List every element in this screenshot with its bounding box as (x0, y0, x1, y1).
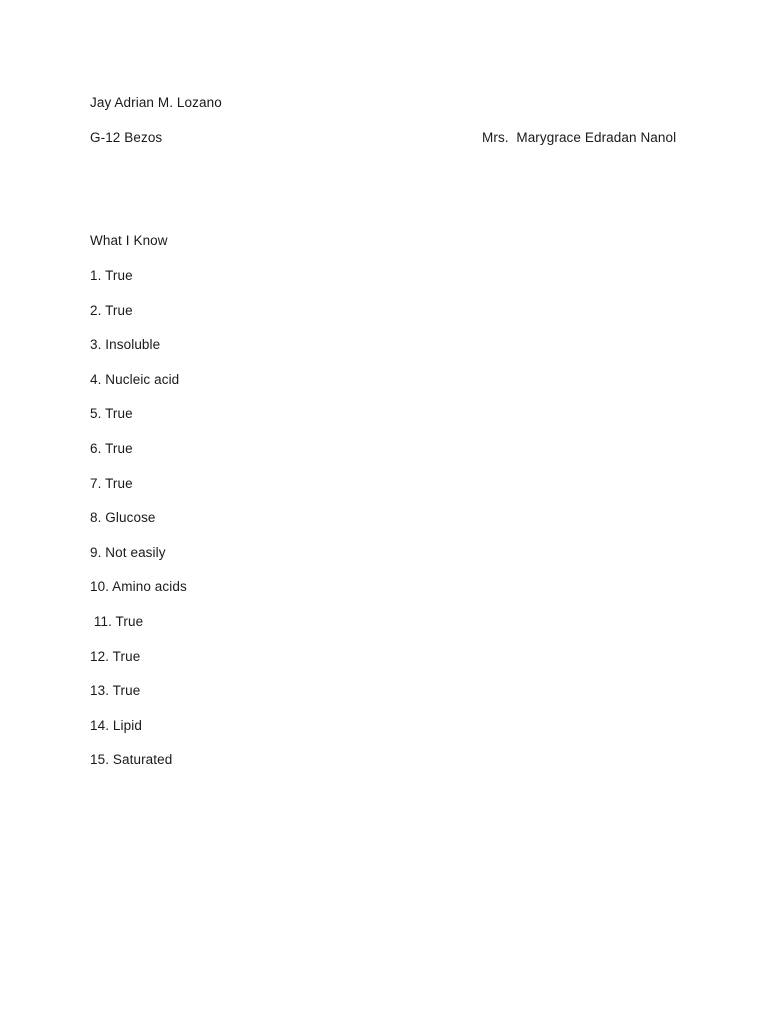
answer-item: 2. True (90, 302, 133, 318)
answer-item: 11. True (90, 613, 144, 629)
answer-item: 5. True (90, 406, 133, 422)
answer-item: 13. True (90, 683, 141, 699)
section-title: What I Know (90, 233, 168, 248)
section-name: G-12 Bezos (90, 130, 163, 145)
answer-item: 1. True (90, 268, 133, 283)
answer-item: 9. Not easily (90, 544, 166, 560)
answer-item: 7. True (90, 475, 133, 491)
answer-item: 4. Nucleic acid (90, 371, 180, 387)
answer-item: 12. True (90, 648, 141, 664)
answer-item: 10. Amino acids (90, 579, 187, 595)
answer-list (90, 268, 187, 787)
answer-item: 14. Lipid (90, 717, 142, 733)
answer-item: 3. Insoluble (90, 337, 161, 353)
answer-item: 15. Saturated (90, 752, 173, 768)
student-name: Jay Adrian M. Lozano (90, 95, 222, 110)
answer-item: 8. Glucose (90, 510, 156, 526)
answer-item: 6. True (90, 440, 133, 456)
teacher-name: Mrs. Marygrace Edradan Nanol (482, 130, 677, 145)
